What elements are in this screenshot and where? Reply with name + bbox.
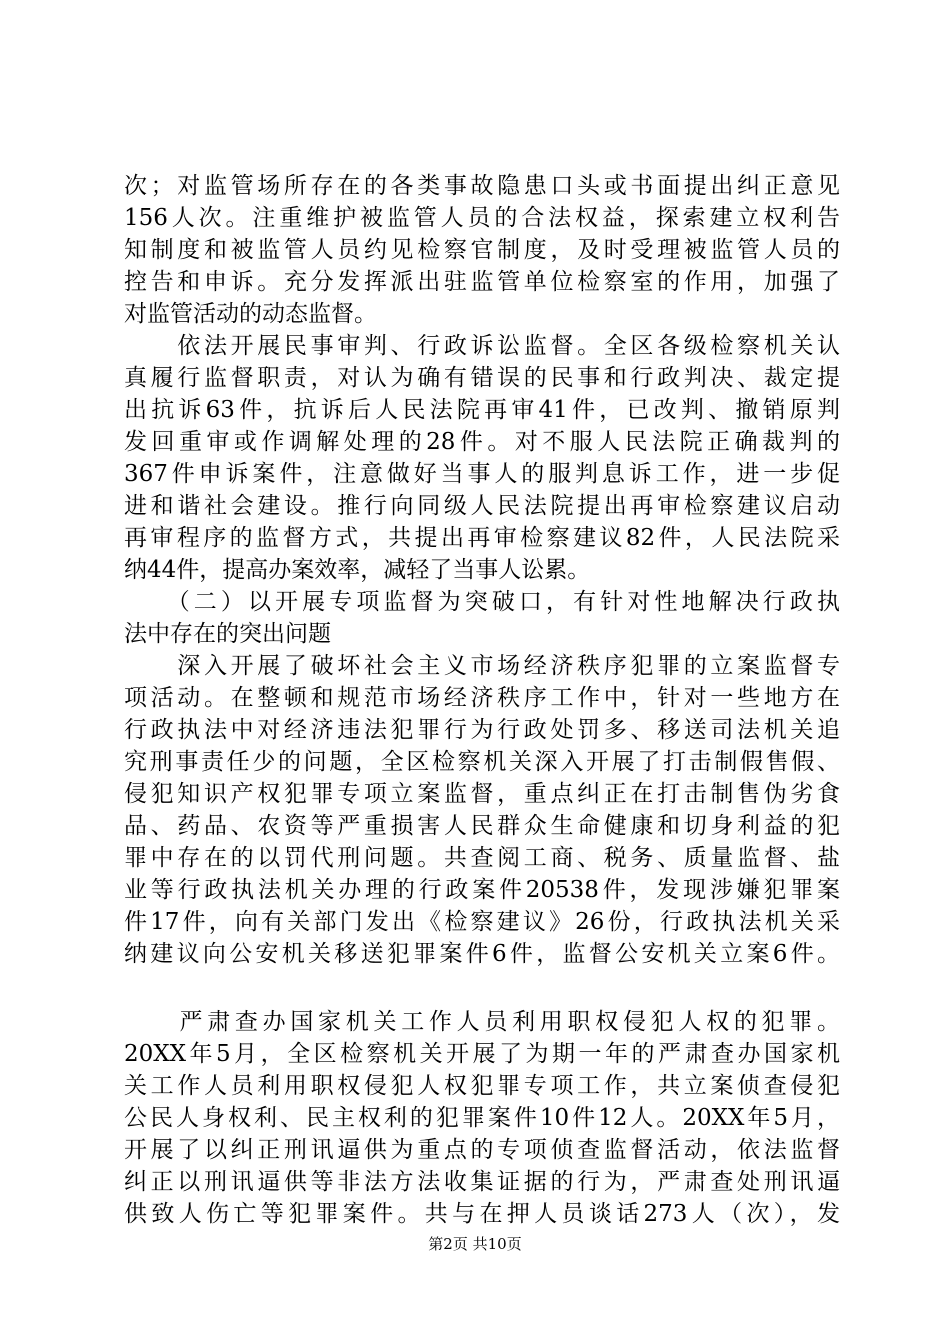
text-line: 关工作人员利用职权侵犯人权犯罪专项工作，共立案侦查侵犯 [124,1073,840,1099]
text-line: 品、药品、农资等严重损害人民群众生命健康和切身利益的犯 [124,813,840,839]
text-line: 再审程序的监督方式，共提出再审检察建议82件，人民法院采 [124,525,840,551]
text-line: 罪中存在的以罚代刑问题。共查阅工商、税务、质量监督、盐 [124,845,840,871]
text-line: 件17件，向有关部门发出《检察建议》26份，行政执法机关采 [124,909,840,935]
text-line: 控告和申诉。充分发挥派出驻监管单位检察室的作用，加强了 [124,269,840,295]
text-line: 出抗诉63件，抗诉后人民法院再审41件，已改判、撤销原判 [124,397,840,423]
text-line: 法中存在的突出问题 [124,621,331,647]
text-line: 公民人身权利、民主权利的犯罪案件10件12人。20XX年5月， [124,1105,840,1131]
text-line: 侵犯知识产权犯罪专项立案监督，重点纠正在打击制售伪劣食 [124,781,840,807]
text-line: 进和谐社会建设。推行向同级人民法院提出再审检察建议启动 [124,493,840,519]
text-line: 深入开展了破坏社会主义市场经济秩序犯罪的立案监督专 [124,653,840,679]
text-line: 20XX年5月，全区检察机关开展了为期一年的严肃查办国家机 [124,1041,840,1067]
text-line: 367件申诉案件，注意做好当事人的服判息诉工作，进一步促 [124,461,840,487]
text-line: 供致人伤亡等犯罪案件。共与在押人员谈话273人（次），发 [124,1201,840,1227]
text-line: 行政执法中对经济违法犯罪行为行政处罚多、移送司法机关追 [124,717,840,743]
text-line: 开展了以纠正刑讯逼供为重点的专项侦查监督活动，依法监督 [124,1137,840,1163]
body-text [124,170,840,1230]
text-line: 次；对监管场所存在的各类事故隐患口头或书面提出纠正意见 [124,173,840,199]
text-line: 真履行监督职责，对认为确有错误的民事和行政判决、裁定提 [124,365,840,391]
text-line: 知制度和被监管人员约见检察官制度，及时受理被监管人员的 [124,237,840,263]
text-line: 纳建议向公安机关移送犯罪案件6件，监督公安机关立案6件。 [124,941,840,967]
text-line: 对监管活动的动态监督。 [124,301,377,327]
text-line: 究刑事责任少的问题，全区检察机关深入开展了打击制假售假、 [124,749,840,775]
text-line: 156人次。注重维护被监管人员的合法权益，探索建立权利告 [124,205,840,231]
text-line: 纳44件，提高办案效率，减轻了当事人讼累。 [124,557,591,583]
text-line: 发回重审或作调解处理的28件。对不服人民法院正确裁判的 [124,429,840,455]
text-line: 依法开展民事审判、行政诉讼监督。全区各级检察机关认 [124,333,840,359]
page-footer: 第2页 共10页 [428,1235,522,1253]
text-line: 业等行政执法机关办理的行政案件20538件，发现涉嫌犯罪案 [124,877,840,903]
text-line: 严肃查办国家机关工作人员利用职权侵犯人权的犯罪。 [124,1009,840,1035]
paragraph-gap [124,970,840,1006]
text-line: （二）以开展专项监督为突破口，有针对性地解决行政执 [124,589,840,615]
text-line: 项活动。在整顿和规范市场经济秩序工作中，针对一些地方在 [124,685,840,711]
text-line: 纠正以刑讯逼供等非法方法收集证据的行为，严肃查处刑讯逼 [124,1169,840,1195]
